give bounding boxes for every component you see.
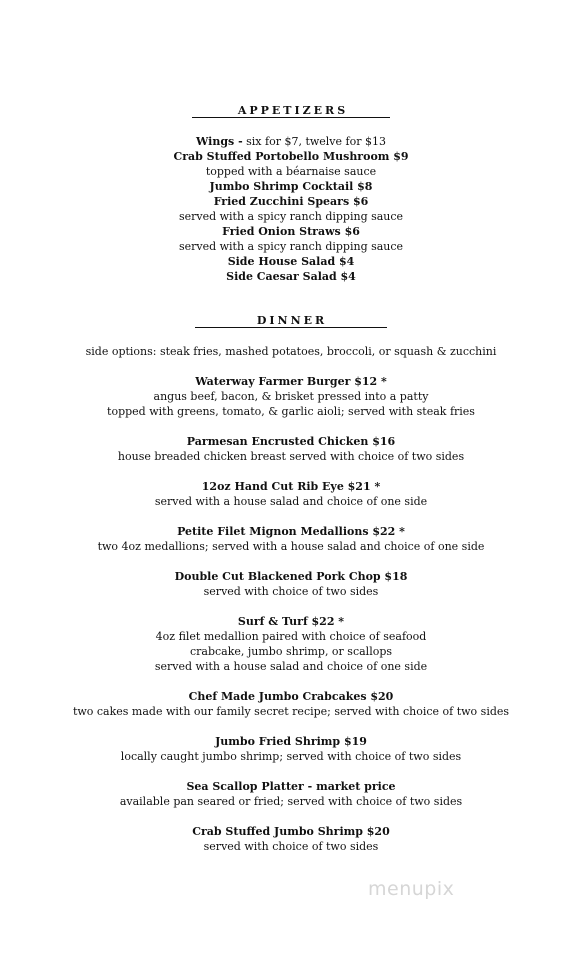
menu-item-name: Parmesan Encrusted Chicken $16 — [186, 435, 396, 448]
menu-item-shrimp-cocktail: Jumbo Shrimp Cocktail $8 — [209, 180, 373, 193]
menu-item-zucchini: Fried Zucchini Spears $6 — [213, 195, 369, 208]
appetizers-heading-rule — [192, 104, 390, 118]
menu-item-name: Waterway Farmer Burger $12 * — [195, 375, 387, 388]
menu-item-description: locally caught jumbo shrimp; served with choice of two sides — [120, 750, 462, 763]
menu-item-name: Sea Scallop Platter - market price — [186, 780, 396, 793]
watermark-logo: menupix — [368, 878, 455, 900]
menu-item-description: angus beef, bacon, & brisket pressed into a patty — [153, 390, 429, 403]
menu-item-description: house breaded chicken breast served with choice of two sides — [117, 450, 465, 463]
menu-item-house-salad: Side House Salad $4 — [227, 255, 355, 268]
wings-name: Wings - — [196, 135, 243, 148]
menu-item-name: Chef Made Jumbo Crabcakes $20 — [188, 690, 394, 703]
menu-item-description: topped with greens, tomato, & garlic aioli; served with steak fries — [107, 405, 475, 418]
menu-item-description: topped with a béarnaise sauce — [205, 165, 377, 178]
dinner-heading-rule — [195, 314, 387, 328]
wings-price: six for $7, twelve for $13 — [242, 135, 386, 148]
menu-item-description: two cakes made with our family secret recipe; served with choice of two sides — [72, 705, 510, 718]
menu-item-description: crabcake, jumbo shrimp, or scallops — [189, 645, 393, 658]
menu-item-description: served with choice of two sides — [203, 840, 379, 853]
appetizers-heading — [0, 104, 582, 118]
menu-item-name: 12oz Hand Cut Rib Eye $21 * — [201, 480, 381, 493]
menu-item-description: available pan seared or fried; served with choice of two sides — [119, 795, 463, 808]
menu-item-crab-mushroom: Crab Stuffed Portobello Mushroom $9 — [173, 150, 409, 163]
dinner-heading-text: DINNER — [256, 314, 328, 327]
menu-item-name: Crab Stuffed Jumbo Shrimp $20 — [192, 825, 390, 838]
menu-item-description: served with a spicy ranch dipping sauce — [178, 210, 404, 223]
menu-item-name: Petite Filet Mignon Medallions $22 * — [177, 525, 405, 538]
menu-item-description: served with a spicy ranch dipping sauce — [178, 240, 404, 253]
menu-item-caesar-salad: Side Caesar Salad $4 — [226, 270, 356, 283]
menu-item-name: Double Cut Blackened Pork Chop $18 — [174, 570, 408, 583]
menu-item-wings — [0, 134, 582, 149]
menu-item-onion-straws: Fried Onion Straws $6 — [222, 225, 360, 238]
appetizers-heading-text: APPETIZERS — [237, 104, 349, 117]
menu-item-name: Surf & Turf $22 * — [237, 615, 345, 628]
menu-item-description: served with a house salad and choice of one side — [154, 495, 428, 508]
menu-item-description: served with choice of two sides — [203, 585, 379, 598]
menu-item-description: served with a house salad and choice of one side — [154, 660, 428, 673]
menu-item-description: 4oz filet medallion paired with choice of seafood — [155, 630, 427, 643]
menu-item-description: two 4oz medallions; served with a house salad and choice of one side — [97, 540, 485, 553]
side-options: side options: steak fries, mashed potatoes, broccoli, or squash & zucchini — [85, 345, 497, 358]
menu-item-name: Jumbo Fried Shrimp $19 — [215, 735, 367, 748]
dinner-heading — [0, 314, 582, 328]
